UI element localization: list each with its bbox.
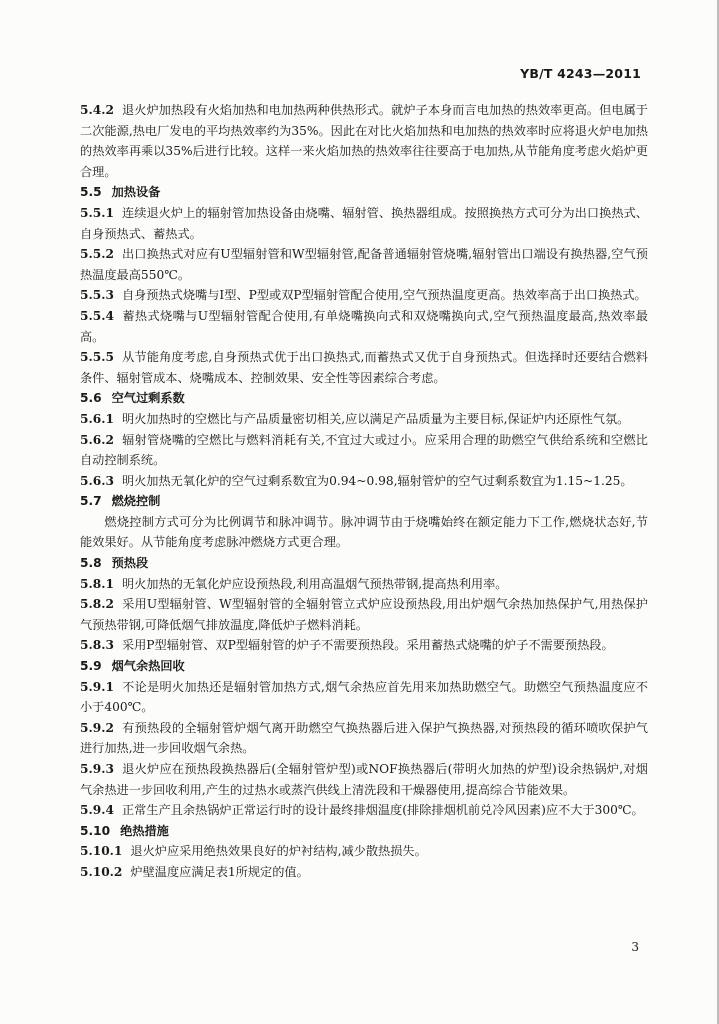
clause-number: 5.9.3	[80, 762, 114, 776]
clause-paragraph	[80, 203, 648, 244]
clause-text: 退火炉加热段有火焰加热和电加热两种供热形式。就炉子本身而言电加热的热效率更高。但电属于二次能源,热电厂发电的平均热效率约为35%。因此在对比火焰加热和电加热的热效率时应将退火炉电加热的热效率再乘以35%后进行比较。这样一来火焰加热的热效率往往要高于电加热,从节能角度考虑火焰炉更合理。	[80, 103, 648, 179]
clause-text: 退火炉应在预热段换热器后(全辐射管炉型)或NOF换热器后(带明火加热的炉型)设余热锅炉,对烟气余热进一步回收利用,产生的过热水或蒸汽供线上清洗段和干燥器使用,提高综合节能效果。	[80, 762, 648, 797]
clause-paragraph	[80, 841, 648, 862]
section-number: 5.8	[80, 556, 102, 571]
section-heading	[80, 821, 648, 842]
clause-paragraph	[80, 471, 648, 492]
section-heading	[80, 656, 648, 677]
clause-text: 退火炉应采用绝热效果良好的炉衬结构,减少散热损失。	[130, 844, 427, 859]
clause-number: 5.8.3	[80, 638, 114, 653]
clause-text: 明火加热时的空燃比与产品质量密切相关,应以满足产品质量为主要目标,保证炉内还原性气氛。	[121, 411, 630, 426]
clause-text: 出口换热式对应有U型辐射管和W型辐射管,配备普通辐射管烧嘴,辐射管出口端设有换热器,空气预热温度最高550℃。	[80, 247, 648, 282]
clause-number: 5.6.1	[80, 411, 114, 426]
standard-code: YB/T 4243—2011	[520, 66, 641, 81]
clause-text: 辐射管烧嘴的空燃比与燃料消耗有关,不宜过大或过小。应采用合理的助燃空气供给系统和空燃比自动控制系统。	[80, 432, 648, 468]
body-paragraph: 燃烧控制方式可分为比例调节和脉冲调节。脉冲调节由于烧嘴始终在额定能力下工作,燃烧状态好,节能效果好。从节能角度考虑脉冲燃烧方式更合理。	[80, 514, 648, 550]
section-title: 绝热措施	[120, 823, 169, 838]
clause-paragraph	[80, 430, 648, 471]
section-title: 烟气余热回收	[111, 659, 185, 674]
section-title: 加热设备	[111, 185, 161, 200]
section-number: 5.10	[80, 823, 111, 838]
clause-number: 5.5.4	[80, 308, 114, 323]
document-body	[80, 100, 648, 883]
section-title: 燃烧控制	[111, 494, 161, 509]
section-number: 5.5	[80, 185, 102, 200]
section-number: 5.7	[80, 494, 102, 509]
clause-number: 5.6.2	[80, 432, 114, 447]
clause-text: 有预热段的全辐射管炉烟气离开助燃空气换热器后进入保护气换热器,对预热段的循环喷吹保护气进行加热,进一步回收烟气余热。	[80, 720, 648, 756]
clause-paragraph	[80, 759, 648, 800]
clause-number: 5.6.3	[80, 473, 114, 488]
clause-text: 正常生产且余热锅炉正常运行时的设计最终排烟温度(排除排烟机前兑冷风因素)应不大于300℃。	[121, 803, 644, 818]
clause-number: 5.9.4	[80, 803, 114, 818]
clause-number: 5.4.2	[80, 103, 114, 117]
section-heading	[80, 491, 648, 512]
clause-paragraph	[80, 574, 648, 595]
clause-paragraph	[80, 244, 648, 285]
clause-number: 5.8.2	[80, 597, 114, 612]
clause-text: 连续退火炉上的辐射管加热设备由烧嘴、辐射管、换热器组成。按照换热方式可分为出口换热式、自身预热式、蓄热式。	[80, 205, 648, 241]
clause-number: 5.8.1	[80, 576, 114, 591]
clause-paragraph	[80, 306, 648, 347]
clause-number: 5.5.1	[80, 205, 114, 220]
clause-text: 采用P型辐射管、双P型辐射管的炉子不需要预热段。采用蓄热式烧嘴的炉子不需要预热段。	[121, 638, 614, 653]
clause-text: 不论是明火加热还是辐射管加热方式,烟气余热应首先用来加热助燃空气。助燃空气预热温度应不小于400℃。	[80, 679, 648, 715]
clause-paragraph	[80, 100, 648, 182]
clause-text: 明火加热无氧化炉的空气过剩系数宜为0.94~0.98,辐射管炉的空气过剩系数宜为1.15~1.25。	[121, 473, 633, 488]
clause-number: 5.5.2	[80, 247, 114, 262]
clause-paragraph	[80, 635, 648, 656]
clause-text: 蓄热式烧嘴与U型辐射管配合使用,有单烧嘴换向式和双烧嘴换向式,空气预热温度最高,热效率最高。	[80, 308, 648, 344]
page-number: 3	[631, 940, 639, 954]
clause-text: 自身预热式烧嘴与I型、P型或双P型辐射管配合使用,空气预热温度更高。热效率高于出口换热式。	[121, 288, 647, 303]
clause-paragraph	[80, 347, 648, 388]
clause-number: 5.9.1	[80, 679, 114, 694]
clause-paragraph	[80, 718, 648, 759]
clause-number: 5.10.1	[80, 844, 123, 859]
section-title: 预热段	[111, 556, 149, 571]
clause-text: 炉壁温度应满足表1所规定的值。	[130, 864, 309, 879]
clause-text: 明火加热的无氧化炉应设预热段,利用高温烟气预热带钢,提高热利用率。	[121, 576, 508, 591]
section-number: 5.9	[80, 659, 102, 674]
clause-paragraph	[80, 800, 648, 821]
clause-number: 5.9.2	[80, 720, 114, 735]
clause-paragraph	[80, 409, 648, 430]
clause-number: 5.5.3	[80, 288, 114, 303]
clause-paragraph	[80, 862, 648, 883]
clause-number: 5.10.2	[80, 864, 123, 879]
section-heading	[80, 553, 648, 574]
clause-text: 从节能角度考虑,自身预热式优于出口换热式,而蓄热式又优于自身预热式。但选择时还要结合燃料条件、辐射管成本、烧嘴成本、控制效果、安全性等因素综合考虑。	[80, 350, 648, 385]
section-heading	[80, 182, 648, 203]
section-number: 5.6	[80, 391, 102, 406]
section-heading	[80, 388, 648, 409]
clause-paragraph	[80, 594, 648, 635]
clause-paragraph	[80, 285, 648, 306]
clause-paragraph	[80, 677, 648, 718]
clause-text: 采用U型辐射管、W型辐射管的全辐射管立式炉应设预热段,用出炉烟气余热加热保护气,用热保护气预热带钢,可降低烟气排放温度,降低炉子燃料消耗。	[80, 597, 648, 632]
clause-number: 5.5.5	[80, 350, 114, 365]
section-title: 空气过剩系数	[111, 391, 185, 406]
